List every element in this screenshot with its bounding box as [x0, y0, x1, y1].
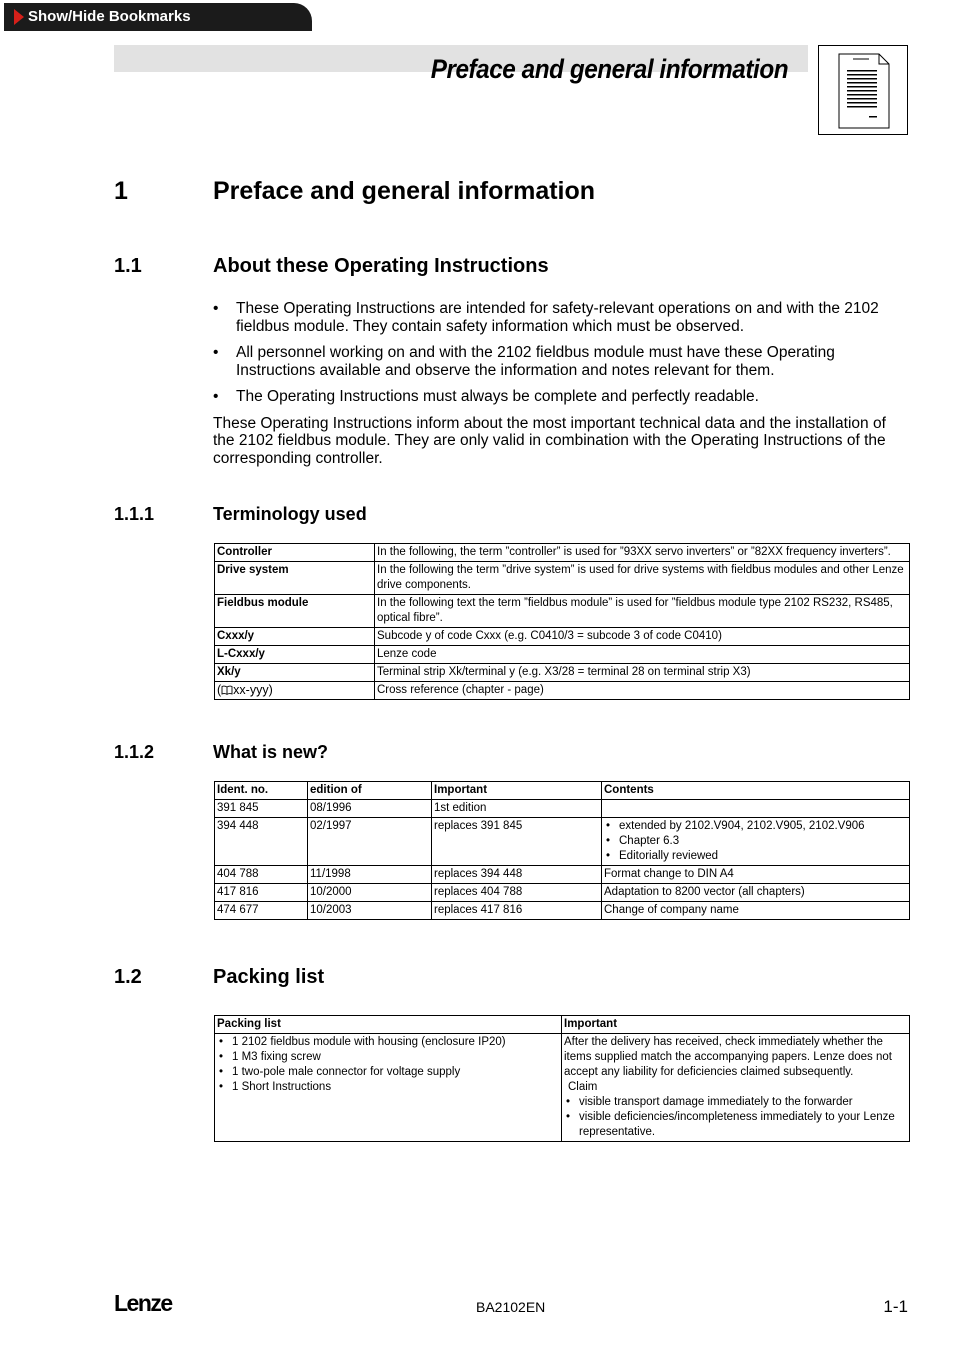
terminology-table	[214, 543, 910, 700]
section-1-1-title: About these Operating Instructions	[213, 255, 549, 277]
section-1-1-number: 1.1	[114, 255, 142, 277]
show-hide-bookmarks-button[interactable]	[4, 3, 312, 31]
contents-cell	[602, 818, 910, 866]
list-item: • visible deficiencies/incompleteness immediately to your Lenze representative.	[564, 1110, 907, 1140]
ident-cell: 394 448	[215, 818, 308, 866]
table-row	[215, 884, 910, 902]
term-cell: Fieldbus module	[215, 595, 375, 628]
edition-cell: 10/2000	[308, 884, 432, 902]
important-text: After the delivery has received, check immediately whether the items supplied match the accompanying papers. Lenze does not accept any liability for deficiencies claimed subsequently.	[564, 1036, 892, 1078]
table-row	[215, 646, 910, 664]
section-1-number: 1	[114, 177, 128, 205]
about-bullet: • All personnel working on and with the 2102 fieldbus module must have these Operating Instructions available and observe the information and notes relevant for them.	[213, 344, 911, 379]
important-cell: replaces 394 448	[432, 866, 602, 884]
column-header: edition of	[308, 782, 432, 800]
ident-cell: 474 677	[215, 902, 308, 920]
definition-cell: Cross reference (chapter - page)	[375, 682, 910, 700]
list-item: • Editorially reviewed	[604, 849, 907, 864]
table-row	[215, 544, 910, 562]
list-item: • extended by 2102.V904, 2102.V905, 2102.V906	[604, 819, 907, 834]
definition-cell: Terminal strip Xk/terminal y (e.g. X3/28 = terminal 28 on terminal strip X3)	[375, 664, 910, 682]
term-cell: Cxxx/y	[215, 628, 375, 646]
packing-important-cell	[562, 1034, 910, 1142]
table-row	[215, 902, 910, 920]
list-item: • 1 M3 fixing screw	[217, 1050, 559, 1065]
table-row	[215, 818, 910, 866]
definition-cell: In the following, the term ”controller” is used for ”93XX servo inverters” or ”82XX frequency inverters”.	[375, 544, 910, 562]
about-bullet-list	[213, 300, 911, 406]
list-item: • Chapter 6.3	[604, 834, 907, 849]
book-icon	[221, 685, 233, 695]
ident-cell: 417 816	[215, 884, 308, 902]
document-id: BA2102EN	[476, 1299, 546, 1315]
column-header: Packing list	[215, 1016, 562, 1034]
claim-list	[564, 1095, 907, 1140]
section-1-title: Preface and general information	[213, 177, 596, 205]
term-cell: Drive system	[215, 562, 375, 595]
about-bullet: • These Operating Instructions are intended for safety-relevant operations on and with the 2102 fieldbus module. They contain safety information which must be observed.	[213, 300, 911, 335]
section-1-2-title: Packing list	[213, 966, 325, 988]
whats-new-table	[214, 781, 910, 920]
header-title: Preface and general information	[430, 54, 788, 84]
table-row	[215, 866, 910, 884]
section-1-1-2-number: 1.1.2	[114, 742, 155, 762]
contents-cell: Format change to DIN A4	[602, 866, 910, 884]
term-cell: L-Cxxx/y	[215, 646, 375, 664]
section-1-1-1-title: Terminology used	[213, 504, 367, 524]
important-cell: replaces 404 788	[432, 884, 602, 902]
table-row	[215, 682, 910, 700]
claim-label: Claim	[568, 1081, 598, 1093]
edition-cell: 02/1997	[308, 818, 432, 866]
packing-items-cell	[215, 1034, 562, 1142]
table-header-row	[215, 782, 910, 800]
important-cell: replaces 391 845	[432, 818, 602, 866]
packing-items-list	[217, 1035, 559, 1095]
contents-cell	[602, 800, 910, 818]
about-paragraph: These Operating Instructions inform about the most important technical data and the installation of the 2102 fieldbus module. They are only valid in combination with the Operating Instructions of the corresponding controller.	[213, 414, 886, 467]
about-bullet: • The Operating Instructions must always be complete and perfectly readable.	[213, 388, 911, 406]
column-header: Important	[432, 782, 602, 800]
list-item: • visible transport damage immediately to the forwarder	[564, 1095, 907, 1110]
section-1-1-1-number: 1.1.1	[114, 504, 155, 524]
important-cell: replaces 417 816	[432, 902, 602, 920]
definition-cell: Lenze code	[375, 646, 910, 664]
list-item: • 1 two-pole male connector for voltage supply	[217, 1065, 559, 1080]
table-header-row	[215, 1016, 910, 1034]
important-cell: 1st edition	[432, 800, 602, 818]
table-row	[215, 800, 910, 818]
definition-cell: Subcode y of code Cxxx (e.g. C0410/3 = subcode 3 of code C0410)	[375, 628, 910, 646]
document-page-icon	[819, 46, 909, 136]
bookmarks-label: Show/Hide Bookmarks	[28, 8, 191, 25]
xref-term: xx-yyy)	[233, 683, 273, 697]
about-section-body	[213, 300, 911, 467]
section-1-1-2-title: What is new?	[213, 742, 329, 762]
edition-cell: 08/1996	[308, 800, 432, 818]
lenze-logo: Lenze	[114, 1290, 172, 1316]
table-row	[215, 664, 910, 682]
definition-cell: In the following the term ”drive system” is used for drive systems with fieldbus modules and other Lenze drive components.	[375, 562, 910, 595]
table-row	[215, 1034, 910, 1142]
section-1-2-number: 1.2	[114, 966, 142, 988]
list-item: • 1 2102 fieldbus module with housing (enclosure IP20)	[217, 1035, 559, 1050]
edition-cell: 10/2003	[308, 902, 432, 920]
term-cell: Controller	[215, 544, 375, 562]
column-header: Contents	[602, 782, 910, 800]
table-row	[215, 595, 910, 628]
column-header: Ident. no.	[215, 782, 308, 800]
table-row	[215, 562, 910, 595]
ident-cell: 391 845	[215, 800, 308, 818]
term-cell-xref	[215, 682, 375, 700]
term-cell: Xk/y	[215, 664, 375, 682]
packing-list-table	[214, 1015, 910, 1142]
document-icon	[818, 45, 908, 135]
edition-cell: 11/1998	[308, 866, 432, 884]
definition-cell: In the following text the term ”fieldbus module” is used for ”fieldbus module type 2102 RS232, RS485, optical fibre”.	[375, 595, 910, 628]
xref-open-paren: (	[217, 683, 222, 697]
ident-cell: 404 788	[215, 866, 308, 884]
red-triangle-icon	[14, 9, 24, 25]
table-row	[215, 628, 910, 646]
contents-cell: Change of company name	[602, 902, 910, 920]
contents-list	[604, 819, 907, 864]
page-number: 1-1	[883, 1297, 908, 1316]
list-item: • 1 Short Instructions	[217, 1080, 559, 1095]
contents-cell: Adaptation to 8200 vector (all chapters)	[602, 884, 910, 902]
column-header: Important	[562, 1016, 910, 1034]
